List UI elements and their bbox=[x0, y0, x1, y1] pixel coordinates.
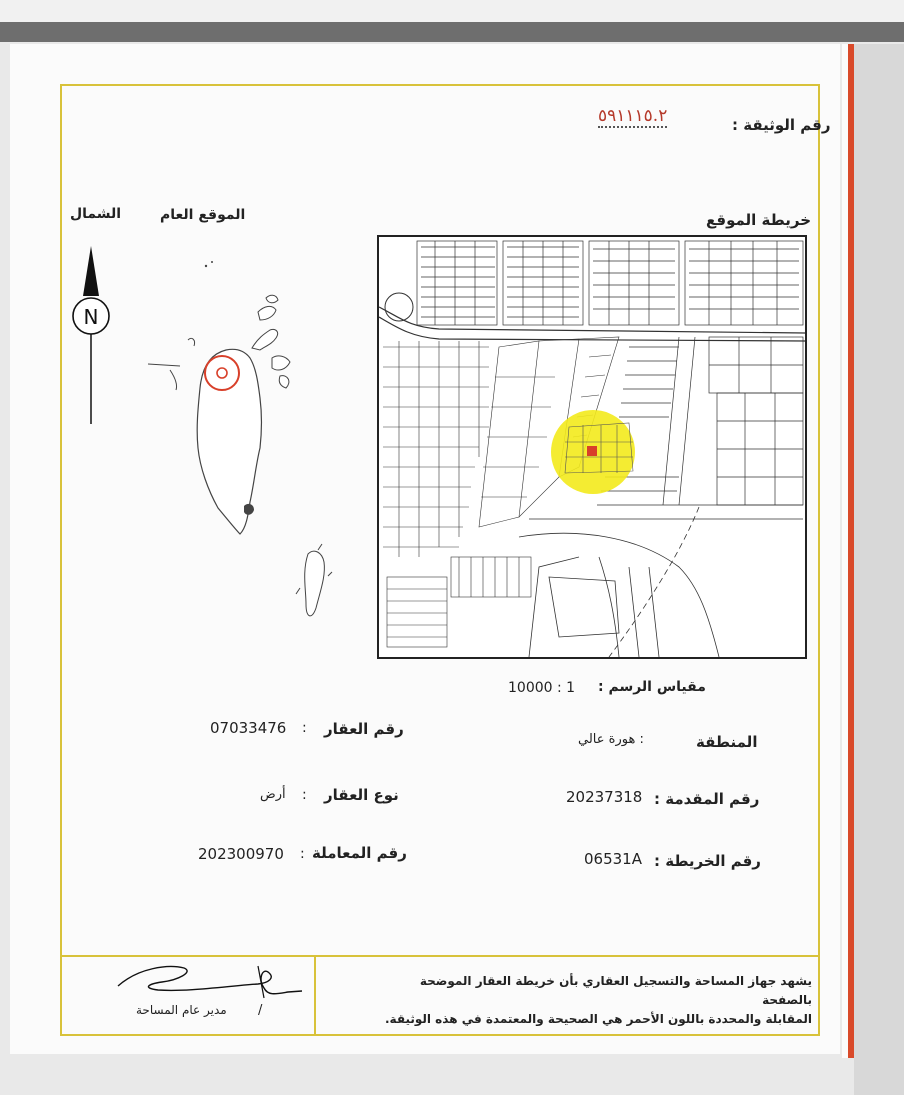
region-value: : هورة عالي bbox=[578, 732, 644, 747]
footer-divider bbox=[60, 955, 820, 957]
transaction-number-label: رقم المعاملة bbox=[312, 844, 407, 862]
region-label: المنطقة bbox=[696, 733, 758, 751]
property-number-colon: : bbox=[302, 720, 307, 736]
site-map bbox=[377, 235, 807, 659]
top-bar bbox=[0, 0, 904, 22]
page-shadow bbox=[854, 44, 904, 1095]
general-location-title: الموقع العام bbox=[160, 207, 246, 223]
north-letter: N bbox=[83, 305, 99, 329]
property-number-value: 07033476 bbox=[210, 719, 287, 737]
certification-line-1: يشهد جهاز المساحة والتسجيل العقاري بأن خريطة العقار الموضحة بالصفحة bbox=[419, 974, 812, 1007]
property-type-label: نوع العقار bbox=[324, 786, 399, 804]
introduction-number-value: 20237318 bbox=[566, 788, 643, 806]
transaction-number-value: 202300970 bbox=[198, 845, 284, 863]
dark-band bbox=[0, 22, 904, 42]
property-type-colon: : bbox=[302, 787, 307, 803]
site-map-drawing bbox=[379, 237, 805, 657]
doc-number-label: رقم الوثيقة : bbox=[732, 116, 831, 134]
site-map-title: خريطة الموقع bbox=[706, 211, 812, 229]
map-number-label: رقم الخريطة : bbox=[654, 852, 761, 870]
page-edge-red bbox=[842, 44, 854, 1058]
property-number-label: رقم العقار bbox=[324, 720, 404, 738]
scale-label: مقياس الرسم : bbox=[598, 679, 706, 695]
introduction-number-label: رقم المقدمة : bbox=[654, 790, 760, 808]
signature-scribble bbox=[108, 958, 308, 1008]
signature-divider bbox=[314, 957, 316, 1036]
north-label: الشمال bbox=[70, 206, 122, 222]
signature-caption: مدير عام المساحة bbox=[136, 1003, 227, 1017]
property-type-value: أرض bbox=[260, 787, 286, 802]
property-parcel bbox=[587, 446, 597, 456]
certification-line-2: المقابلة والمحددة باللون الأحمر هي الصحيحة والمعتمدة في هذه الوثيقة. bbox=[384, 1012, 812, 1026]
map-number-value: 06531A bbox=[584, 850, 642, 868]
doc-number-value: ٥٩١١١٥.٢ bbox=[598, 106, 668, 126]
signature-mark: / bbox=[258, 1003, 263, 1018]
scale-value: 10000 : 1 bbox=[508, 680, 576, 696]
certification-note bbox=[382, 972, 812, 1029]
transaction-number-colon: : bbox=[300, 846, 305, 862]
north-arrow-icon bbox=[68, 240, 114, 426]
country-outline-map bbox=[140, 258, 340, 638]
